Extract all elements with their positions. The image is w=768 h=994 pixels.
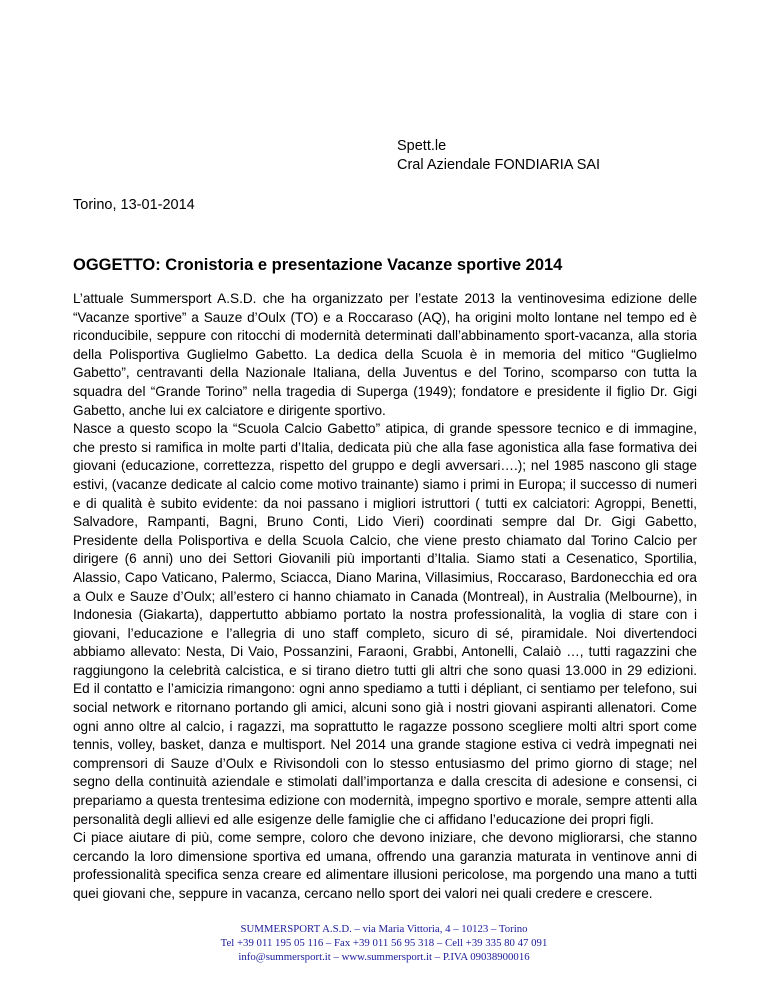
letter-date: Torino, 13-01-2014 [73, 197, 195, 213]
body-paragraph-1: L’attuale Summersport A.S.D. che ha organizzato per l’estate 2013 la ventinovesima edizione delle “Vacanze sportive” a Sauze d’Oulx (TO) e a Roccaraso (AQ), ha origini molto lontane nel tempo ed è riconducibile, seppure con ritocchi di modernità determinati dall’abbinamento sport-vacanza, alla storia della Polisportiva Guglielmo Gabetto. La dedica della Scuola è in memoria del mitico “Guglielmo Gabetto”, centravanti della Nazionale Italiana, della Juventus e del Torino, scomparso con tutta la squadra del “Grande Torino” nella tragedia di Superga (1949); fondatore e presidente il figlio Dr. Gigi Gabetto, anche lui ex calciatore e dirigente sportivo. [73, 291, 697, 418]
footer-web: info@summersport.it – www.summersport.it – P.IVA 09038900016 [238, 951, 530, 963]
letter-subject: OGGETTO: Cronistoria e presentazione Vacanze sportive 2014 [73, 256, 563, 274]
body-paragraph-3: Ci piace aiutare di più, come sempre, coloro che devono iniziare, che devono migliorarsi, che stanno cercando la loro dimensione sportiva ed umana, offrendo una garanzia maturata in ventinove anni di professionalità specifica senza creare ed alimentare illusioni pericolose, ma porgendo una mano a tutti quei giovani che, seppure in vacanza, cercano nello sport dei valori nei quali credere e crescere. [73, 830, 697, 901]
letter-body [73, 290, 697, 904]
footer-address: SUMMERSPORT A.S.D. – via Maria Vittoria, 4 – 10123 – Torino [240, 923, 528, 935]
body-paragraph-2: Nasce a questo scopo la “Scuola Calcio Gabetto” atipica, di grande spessore tecnico e di immagine, che presto si ramifica in molte parti d’Italia, dedicata più che alla fase agonistica alla fase formativa dei giovani (educazione, correttezza, rispetto del gruppo e degli avversari….); nel 1985 nascono gli stage estivi, (vacanze dedicate al calcio come motivo trainante) siamo i primi in Europa; il successo di numeri e di qualità è subito evidente: da noi passano i migliori istruttori ( tutti ex calciatori: Agroppi, Benetti, Salvadore, Rampanti, Bagni, Bruno Conti, Lido Vieri) coordinati sempre dal Dr. Gigi Gabetto, Presidente della Polisportiva e della Scuola Calcio, che viene presto chiamato dal Torino Calcio per dirigere (6 anni) uno dei Settori Giovanili più importanti d’Italia. Siamo stati a Cesenatico, Sportilia, Alassio, Capo Vaticano, Palermo, Sciacca, Diano Marina, Villasimius, Roccaraso, Bardonecchia ed ora a Oulx e Sauze d’Oulx; all’estero ci hanno chiamato in Canada (Montreal), in Australia (Melbourne), in Indonesia (Giakarta), dappertutto abbiamo portato la nostra professionalità, la voglia di stare con i giovani, l’educazione e l’allegria di uno staff completo, sicuro di sé, piramidale. Noi divertendoci abbiamo allevato: Nesta, Di Vaio, Possanzini, Faraoni, Grabbi, Antonelli, Calaiò …, tutti ragazzini che raggiungono la celebrità calcistica, e si tirano dietro tutti gli altri che sono quasi 13.000 in 29 edizioni. Ed il contatto e l’amicizia rimangono: ogni anno spediamo a tutti i dépliant, ci sentiamo per telefono, sui social network e ritornano portando gli amici, alcuni sono già i nostri giovani aspiranti allenatori. Come ogni anno oltre al calcio, i ragazzi, ma soprattutto le ragazze possono scegliere molti altri sport come tennis, volley, basket, danza e multisport. Nel 2014 una grande stagione estiva ci vedrà impegnati nei comprensori di Sauze d’Oulx e Rivisondoli con lo stesso entusiasmo del primo giorno di stage; nel segno della continuità aziendale e stimolati dall’importanza e dalla crescita di adesione e consensi, ci prepariamo a questa trentesima edizione con modernità, impegno sportivo e morale, sempre attenti alla personalità degli allievi ed alle esigenze delle famiglie che ci affidano l’educazione dei propri figli. [73, 421, 697, 827]
footer-phone: Tel +39 011 195 05 116 – Fax +39 011 56 95 318 – Cell +39 335 80 47 091 [220, 937, 548, 949]
letter-footer [0, 922, 768, 964]
recipient-block [397, 137, 600, 175]
recipient-name: Cral Aziendale FONDIARIA SAI [397, 157, 601, 173]
recipient-salutation: Spett.le [397, 138, 447, 154]
